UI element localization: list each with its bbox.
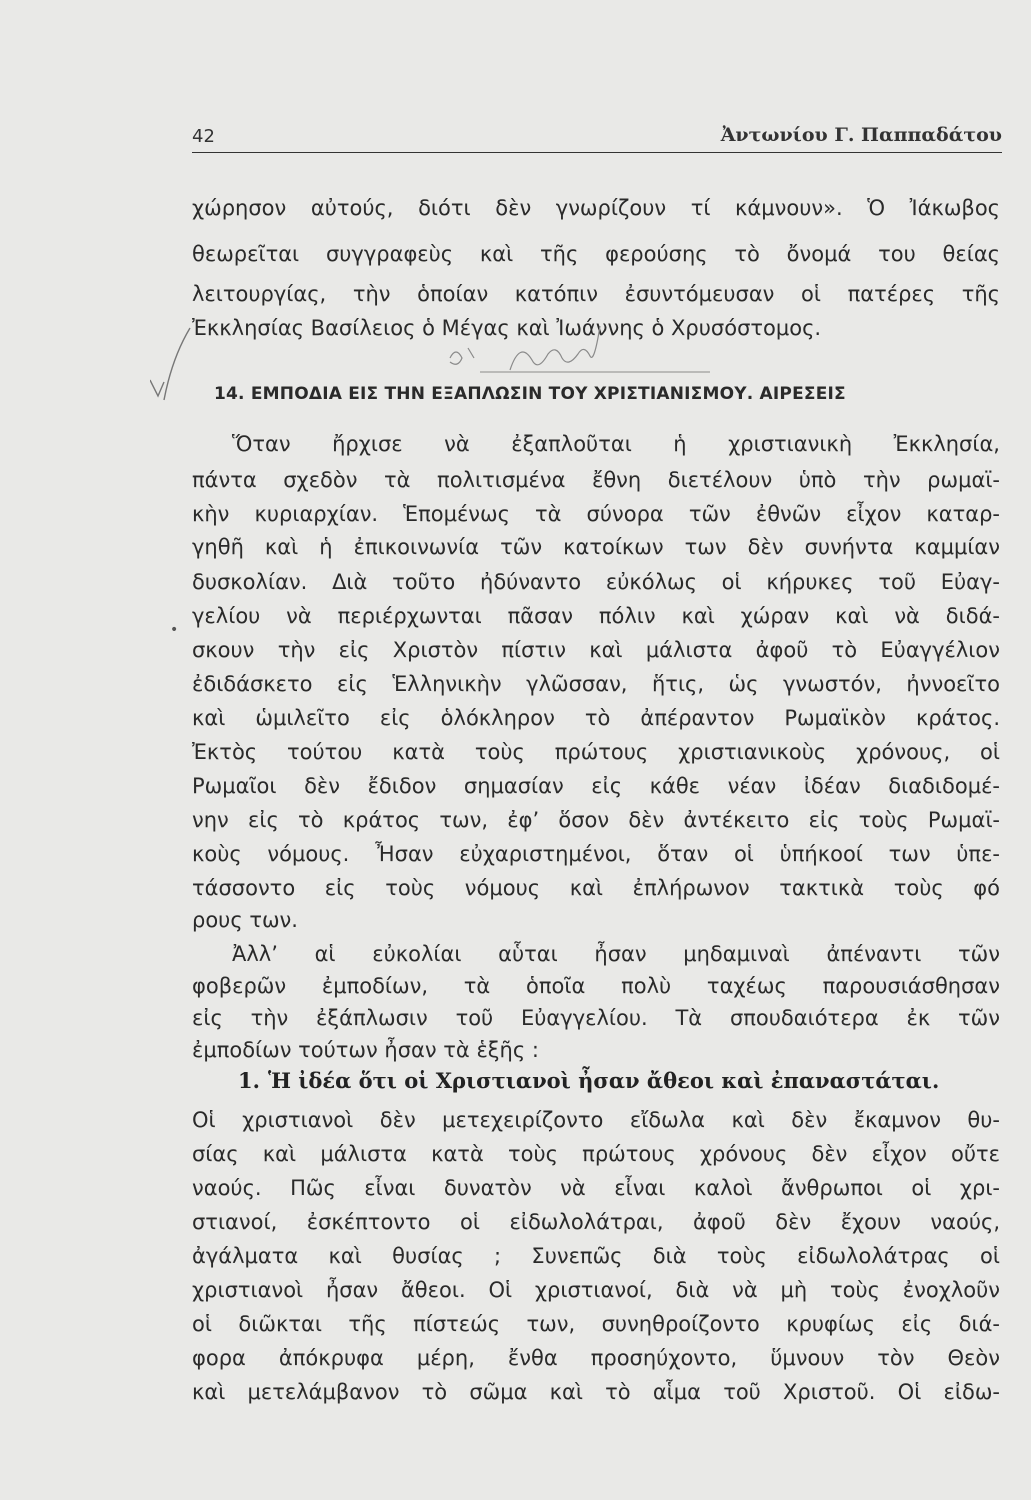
text-line: Ἀλλ’ αἱ εὐκολίαι αὗται ἦσαν μηδαμιναὶ ἀπέναντι τῶν (232, 942, 1000, 966)
text-line: σκουν τὴν εἰς Χριστὸν πίστιν καὶ μάλιστα ἀφοῦ τὸ Εὐαγγέλιον (192, 638, 1000, 662)
text-line: εἰς τὴν ἐξάπλωσιν τοῦ Εὐαγγελίου. Τὰ σπουδαιότερα ἐκ τῶν (192, 1006, 1000, 1030)
page-header (192, 122, 1002, 153)
margin-dot-icon: • (170, 622, 179, 638)
text-line: καὶ μετελάμβανον τὸ σῶμα καὶ τὸ αἷμα τοῦ Χριστοῦ. Οἱ εἰδω- (192, 1380, 1000, 1404)
text-line: Ἐκτὸς τούτου κατὰ τοὺς πρώτους χριστιανικοὺς χρόνους, οἱ (192, 740, 1000, 764)
text-line: οἱ διῶκται τῆς πίστεώς των, συνηθροίζοντο κρυφίως εἰς διά- (192, 1312, 1000, 1336)
text-line: σίας καὶ μάλιστα κατὰ τοὺς πρώτους χρόνους δὲν εἶχον οὔτε (192, 1142, 1000, 1166)
text-line: ναούς. Πῶς εἶναι δυνατὸν νὰ εἶναι καλοὶ ἄνθρωποι οἱ χρι- (192, 1176, 1000, 1200)
text-line: κὴν κυριαρχίαν. Ἑπομένως τὰ σύνορα τῶν ἐθνῶν εἶχον καταρ- (192, 502, 1000, 526)
text-line: χώρησον αὐτούς, διότι δὲν γνωρίζουν τί κάμνουν». Ὁ Ἰάκωβος (192, 196, 1000, 220)
text-line: νην εἰς τὸ κράτος των, ἐφ’ ὅσον δὲν ἀντέκειτο εἰς τοὺς Ρωμαϊ- (192, 808, 1000, 832)
text-line: ἐδιδάσκετο εἰς Ἑλληνικὴν γλῶσσαν, ἥτις, ὡς γνωστόν, ἠννοεῖτο (192, 672, 1000, 696)
text-line: λειτουργίας, τὴν ὁποίαν κατόπιν ἐσυντόμευσαν οἱ πατέρες τῆς (192, 282, 1000, 306)
running-head: Ἀντωνίου Γ. Παππαδάτου (720, 124, 1002, 146)
section-heading: 14. ΕΜΠΟΔΙΑ ΕΙΣ ΤΗΝ ΕΞΑΠΛΩΣΙΝ ΤΟΥ ΧΡΙΣΤΙΑΝΙΣΜΟΥ. ΑΙΡΕΣΕΙΣ (214, 384, 846, 404)
text-line: κοὺς νόμους. Ἦσαν εὐχαριστημένοι, ὅταν οἱ ὑπήκοοί των ὑπε- (192, 842, 1000, 866)
text-line: ἐμποδίων τούτων ἦσαν τὰ ἑξῆς : (192, 1038, 539, 1062)
text-line: χριστιανοὶ ἦσαν ἄθεοι. Οἱ χριστιανοί, διὰ νὰ μὴ τοὺς ἐνοχλοῦν (192, 1278, 1000, 1302)
text-line: Ὅταν ἤρχισε νὰ ἐξαπλοῦται ἡ χριστιανικὴ Ἐκκλησία, (232, 432, 1000, 456)
text-line: φοβερῶν ἐμποδίων, τὰ ὁποῖα πολὺ ταχέως παρουσιάσθησαν (192, 974, 1000, 998)
subsection-heading (238, 1068, 939, 1093)
page-number: 42 (192, 126, 215, 147)
text-line: Οἱ χριστιανοὶ δὲν μετεχειρίζοντο εἴδωλα καὶ δὲν ἔκαμνον θυ- (192, 1108, 1000, 1132)
text-line: φορα ἀπόκρυφα μέρη, ἔνθα προσηύχοντο, ὕμνουν τὸν Θεὸν (192, 1346, 1000, 1370)
text-line: ἀγάλματα καὶ θυσίας ; Συνεπῶς διὰ τοὺς εἰδωλολάτρας οἱ (192, 1244, 1000, 1268)
subsection-number: 1. (238, 1068, 260, 1093)
text-line: Ἐκκλησίας Βασίλειος ὁ Μέγας καὶ Ἰωάννης ὁ Χρυσόστομος. (192, 316, 822, 340)
text-line: πάντα σχεδὸν τὰ πολιτισμένα ἔθνη διετέλουν ὑπὸ τὴν ρωμαϊ- (192, 468, 1000, 492)
text-line: Ρωμαῖοι δὲν ἔδιδον σημασίαν εἰς κάθε νέαν ἰδέαν διαδιδομέ- (192, 774, 1000, 798)
text-line: τάσσοντο εἰς τοὺς νόμους καὶ ἐπλήρωνον τακτικὰ τοὺς φό (192, 876, 1000, 900)
text-line: γηθῆ καὶ ἡ ἐπικοινωνία τῶν κατοίκων των δὲν συνήντα καμμίαν (192, 535, 1000, 559)
text-line: καὶ ὡμιλεῖτο εἰς ὁλόκληρον τὸ ἀπέραντον Ρωμαϊκὸν κράτος. (192, 706, 1000, 730)
text-line: γελίου νὰ περιέρχωνται πᾶσαν πόλιν καὶ χώραν καὶ νὰ διδά- (192, 604, 1000, 628)
subsection-title: Ἡ ἰδέα ὅτι οἱ Χριστιανοὶ ἦσαν ἄθεοι καὶ ἐπαναστάται. (267, 1068, 940, 1093)
text-line: θεωρεῖται συγγραφεὺς καὶ τῆς φερούσης τὸ ὄνομά του θείας (192, 242, 1000, 266)
text-line: ρους των. (192, 908, 298, 932)
text-line: δυσκολίαν. Διὰ τοῦτο ἠδύναντο εὐκόλως οἱ κήρυκες τοῦ Εὐαγ- (192, 570, 1000, 594)
text-line: στιανοί, ἐσκέπτοντο οἱ εἰδωλολάτραι, ἀφοῦ δὲν ἔχουν ναούς, (192, 1210, 1000, 1234)
